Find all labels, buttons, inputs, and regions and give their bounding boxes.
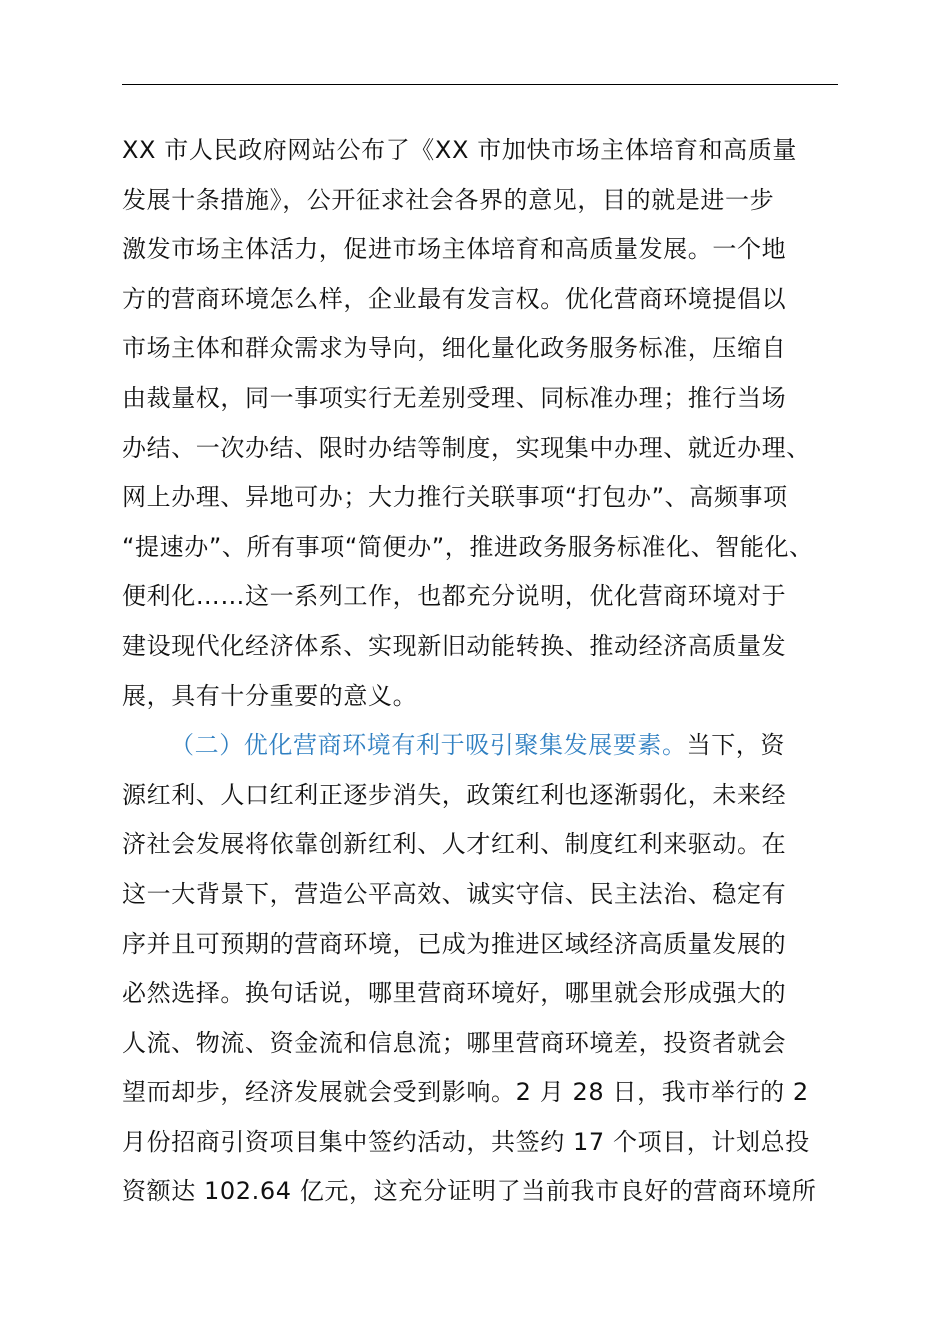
text-line: 望而却步，经济发展就会受到影响。2 月 28 日，我市举行的 2 (122, 1078, 809, 1107)
text-line: 网上办理、异地可办；大力推行关联事项“打包办”、高频事项 (122, 483, 788, 512)
text-line: XX 市人民政府网站公布了《XX 市加快市场主体培育和高质量 (122, 136, 798, 164)
section-2-first-line-rest: 当下，资 (686, 731, 786, 760)
text-line: 便利化……这一系列工作，也都充分说明，优化营商环境对于 (122, 582, 787, 611)
body-text (122, 126, 838, 1217)
text-line: 资额达 102.64 亿元，这充分证明了当前我市良好的营商环境所 (122, 1177, 817, 1206)
text-line: “提速办”、所有事项“简便办”，推进政务服务标准化、智能化、 (122, 532, 814, 561)
text-line: 济社会发展将依靠创新红利、人才红利、制度红利来驱动。在 (122, 830, 787, 859)
text-line: 序并且可预期的营商环境，已成为推进区域经济高质量发展的 (122, 929, 787, 958)
text-line: 由裁量权，同一事项实行无差别受理、同标准办理；推行当场 (122, 383, 787, 412)
text-line: 必然选择。换句话说，哪里营商环境好，哪里就会形成强大的 (122, 979, 787, 1008)
text-line: 源红利、人口红利正逐步消失，政策红利也逐渐弱化，未来经 (122, 780, 787, 809)
text-line: 激发市场主体活力，促进市场主体培育和高质量发展。一个地 (122, 235, 787, 264)
text-line: 展，具有十分重要的意义。 (122, 681, 418, 710)
section-2-first-line (122, 721, 838, 771)
paragraph-1 (122, 126, 838, 721)
header-rule (122, 84, 838, 85)
text-line: 发展十条措施》，公开征求社会各界的意见，目的就是进一步 (122, 185, 775, 214)
text-line: 方的营商环境怎么样，企业最有发言权。优化营商环境提倡以 (122, 284, 787, 313)
text-line: 办结、一次办结、限时办结等制度，实现集中办理、就近办理、 (122, 433, 811, 462)
paragraph-2 (122, 721, 838, 1217)
section-2-heading: （二）优化营商环境有利于吸引聚集发展要素。 (170, 731, 687, 760)
text-line: 这一大背景下，营造公平高效、诚实守信、民主法治、稳定有 (122, 879, 787, 908)
text-line: 月份招商引资项目集中签约活动，共签约 17 个项目，计划总投 (122, 1127, 810, 1156)
text-line: 建设现代化经济体系、实现新旧动能转换、推动经济高质量发 (122, 631, 787, 660)
text-line: 市场主体和群众需求为导向，细化量化政务服务标准，压缩自 (122, 334, 787, 363)
text-line: 人流、物流、资金流和信息流；哪里营商环境差，投资者就会 (122, 1028, 787, 1057)
